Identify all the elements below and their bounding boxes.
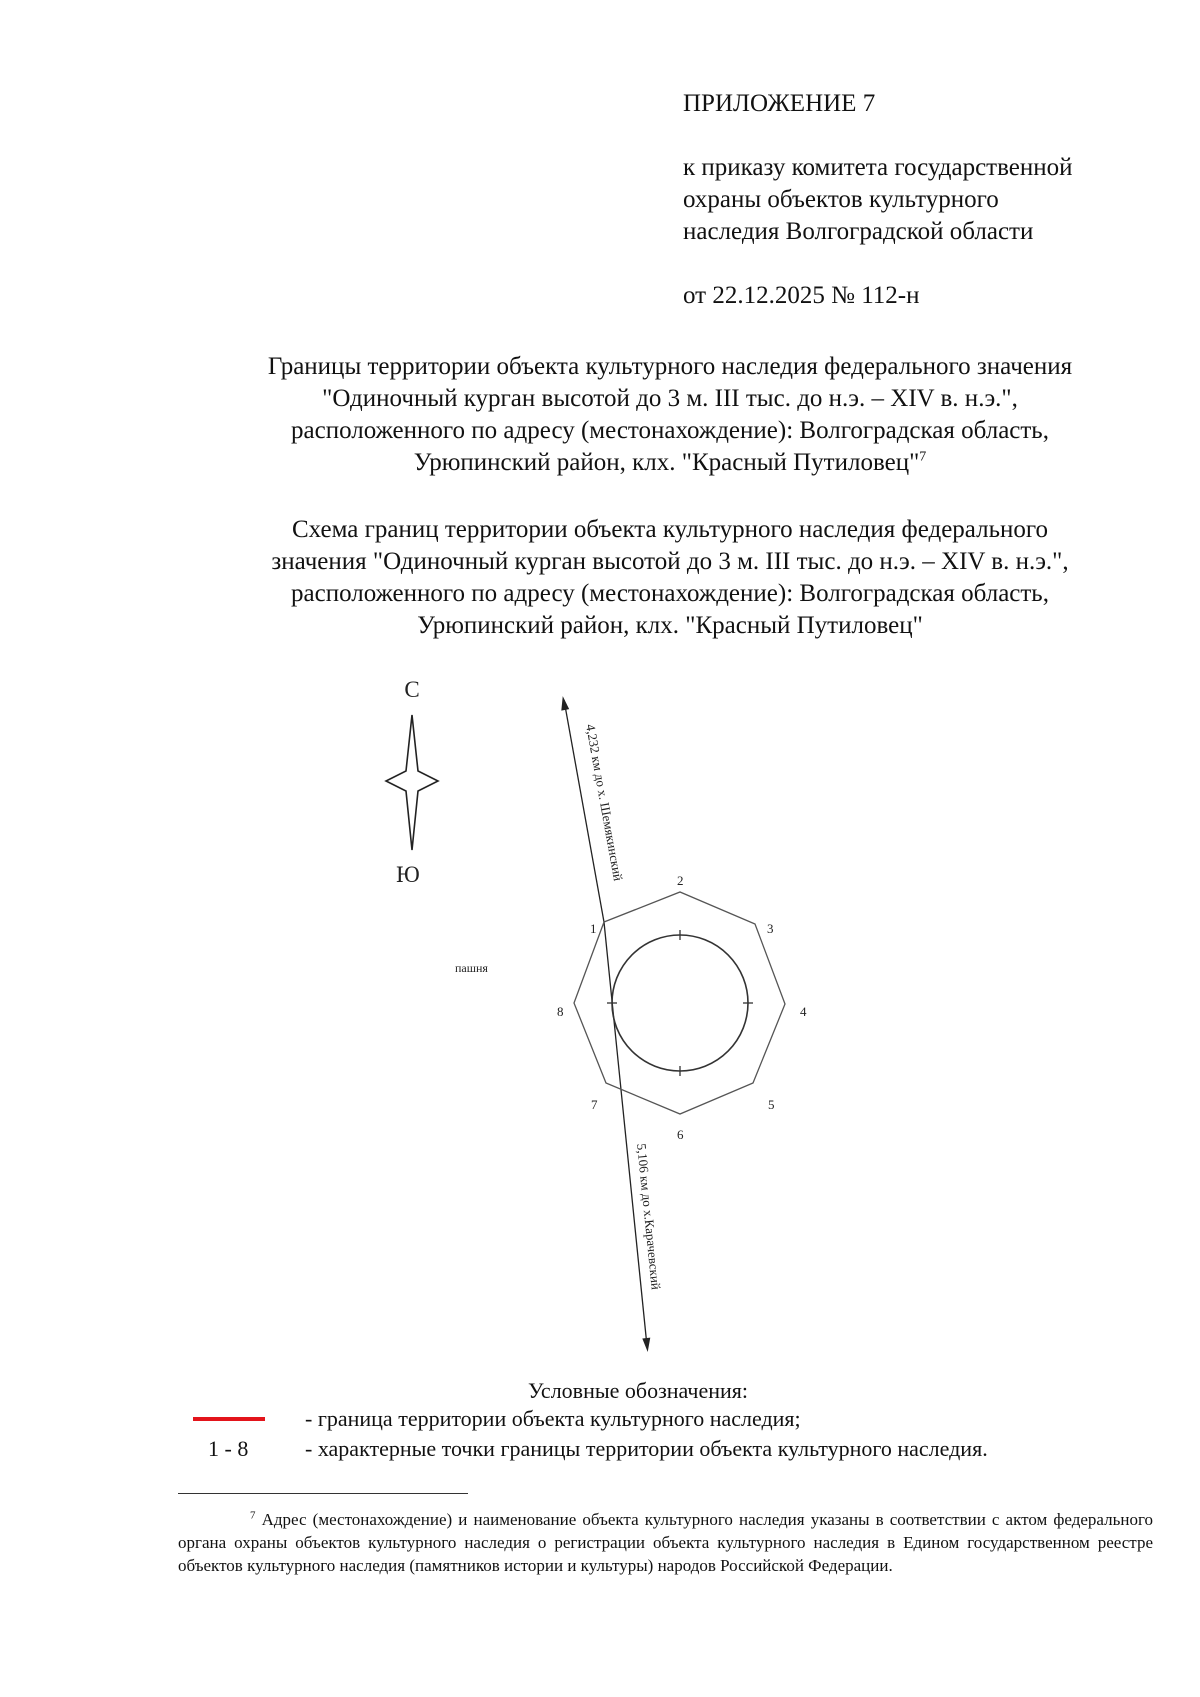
order-line: наследия Волгоградской области — [683, 218, 1034, 245]
distance-north-label: 4,232 км до х. Шемякинский — [583, 722, 626, 883]
title-line-text: Урюпинский район, клх. "Красный Путиловец" — [413, 449, 920, 476]
scheme-title — [120, 514, 1200, 642]
footnote — [178, 1508, 1153, 1577]
legend-item-text: - характерные точки границы территории объекта культурного наследия. — [305, 1436, 988, 1461]
distance-south-arrow — [604, 922, 664, 1352]
boundary-point-label: 3 — [767, 921, 774, 936]
barrow-mound — [612, 935, 748, 1071]
order-line: охраны объектов культурного — [683, 186, 999, 213]
scheme-title-line: расположенного по адресу (местонахождение): Волгоградская область, — [291, 580, 1049, 607]
document-title — [120, 351, 1200, 479]
legend-item — [0, 1435, 1200, 1463]
boundary-polygon — [574, 892, 785, 1114]
compass-north-label: С — [404, 677, 420, 702]
compass-icon — [386, 677, 438, 887]
legend-item-text: - граница территории объекта культурного наследия; — [305, 1406, 801, 1431]
legend-point-range: 1 - 8 — [208, 1436, 249, 1461]
land-type-label: пашня — [455, 961, 488, 975]
order-reference — [683, 152, 1073, 248]
scheme-title-line: Схема границ территории объекта культурного наследия федерального — [291, 516, 1049, 543]
legend-title: Условные обозначения: — [528, 1378, 749, 1403]
footnote-marker: 7 — [250, 1509, 256, 1522]
scheme-title-line: значения "Одиночный курган высотой до 3 м. III тыс. до н.э. – XIV в. н.э.", — [271, 548, 1069, 575]
boundary-point-label: 5 — [768, 1097, 775, 1112]
distance-south-label: 5,106 км до х.Карачевский — [634, 1142, 664, 1291]
legend-item — [0, 1405, 1200, 1433]
title-line: расположенного по адресу (местонахождение): Волгоградская область, — [291, 417, 1049, 444]
order-date: от 22.12.2025 № 112-н — [683, 282, 920, 309]
appendix-heading: ПРИЛОЖЕНИЕ 7 — [683, 90, 876, 117]
compass-star — [386, 715, 438, 850]
title-line: "Одиночный курган высотой до 3 м. III тыс. до н.э. – XIV в. н.э.", — [322, 385, 1018, 412]
order-line: к приказу комитета государственной — [683, 154, 1073, 181]
boundary-point-label: 1 — [590, 921, 597, 936]
distance-north-arrow — [559, 695, 626, 922]
mound-ticks — [607, 930, 753, 1076]
boundary-point-label: 4 — [800, 1004, 807, 1019]
compass-south-label: Ю — [396, 862, 420, 887]
boundary-point-label: 2 — [677, 873, 684, 888]
boundary-line-swatch — [193, 1417, 265, 1421]
boundary-point-labels — [557, 873, 807, 1142]
boundary-point-label: 8 — [557, 1004, 564, 1019]
boundary-point-label: 7 — [591, 1097, 598, 1112]
title-line — [120, 447, 1200, 479]
footnote-separator — [178, 1493, 468, 1494]
boundary-point-label: 6 — [677, 1127, 684, 1142]
appendix-header — [683, 88, 1073, 312]
boundary-scheme — [0, 660, 1200, 1360]
scheme-title-line: Урюпинский район, клх. "Красный Путиловец" — [417, 612, 923, 639]
title-line: Границы территории объекта культурного наследия федерального значения — [267, 353, 1073, 380]
footnote-reference: 7 — [919, 449, 927, 465]
footnote-text: Адрес (местонахождение) и наименование объекта культурного наследия указаны в соответствии с актом федерального органа охраны объектов культурного наследия о регистрации объекта культурного наследия в Едином государственном реестре объектов культурного наследия (памятников истории и культуры) народов Российской Федерации. — [178, 1510, 1153, 1575]
